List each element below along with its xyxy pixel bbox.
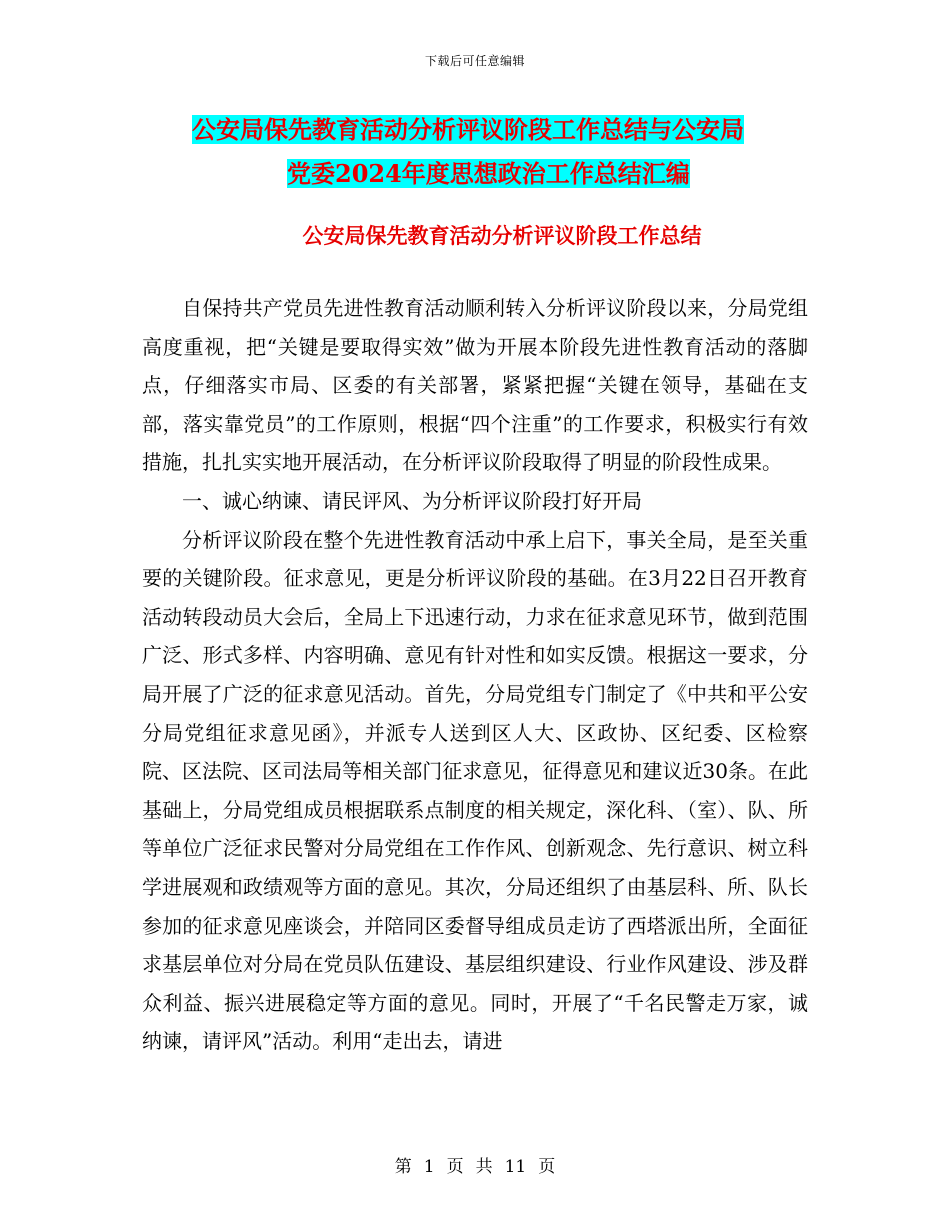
paragraph: 自保持共产党员先进性教育活动顺利转入分析评议阶段以来，分局党组高度重视，把“关键是要取得实效”做为开展本阶段先进性教育活动的落脚点，仔细落实市局、区委的有关部署，紧紧把握“关键在领导，基础在支部，落实靠党员”的工作原则，根据“四个注重”的工作要求，积极实行有效措施，扎扎实实地开展活动，在分析评议阶段取得了明显的阶段性成果。 <box>142 296 808 475</box>
section-heading: 一、诚心纳谏、请民评风、为分析评议阶段打好开局 <box>182 488 642 513</box>
document-title <box>142 108 862 196</box>
section-title: 公安局保先教育活动分析评议阶段工作总结 <box>302 223 702 248</box>
page-footer: 第 1 页 共 11 页 <box>394 1157 556 1177</box>
document-body <box>142 289 808 1061</box>
document-title-line-2: 党委2024年度思想政治工作总结汇编 <box>287 159 690 188</box>
total-pages: 11 <box>504 1157 527 1177</box>
page-header: 下载后可任意编辑 <box>424 54 525 68</box>
paragraph: 分析评议阶段在整个先进性教育活动中承上启下，事关全局，是至关重要的关键阶段。征求意见，更是分析评议阶段的基础。在3月22日召开教育活动转段动员大会后，全局上下迅速行动，力求在征求意见环节，做到范围广泛、形式多样、内容明确、意见有针对性和如实反馈。根据这一要求，分局开展了广泛的征求意见活动。首先，分局党组专门制定了《中共和平公安分局党组征求意见函》，并派专人送到区人大、区政协、区纪委、区检察院、区法院、区司法局等相关部门征求意见，征得意见和建议近30条。在此基础上，分局党组成员根据联系点制度的相关规定，深化科、（室）、队、所等单位广泛征求民警对分局党组在工作作风、创新观念、先行意识、树立科学进展观和政绩观等方面的意见。其次，分局还组织了由基层科、所、队长参加的征求意见座谈会，并陪同区委督导组成员走访了西塔派出所，全面征求基层单位对分局在党员队伍建设、基层组织建设、行业作风建设、涉及群众利益、振兴进展稳定等方面的意见。同时，开展了“千名民警走万家，诚纳谏，请评风”活动。利用“走出去，请进 <box>142 527 808 1054</box>
document-title-line-1: 公安局保先教育活动分析评议阶段工作总结与公安局 <box>192 115 744 144</box>
page-number: 1 <box>423 1157 435 1177</box>
